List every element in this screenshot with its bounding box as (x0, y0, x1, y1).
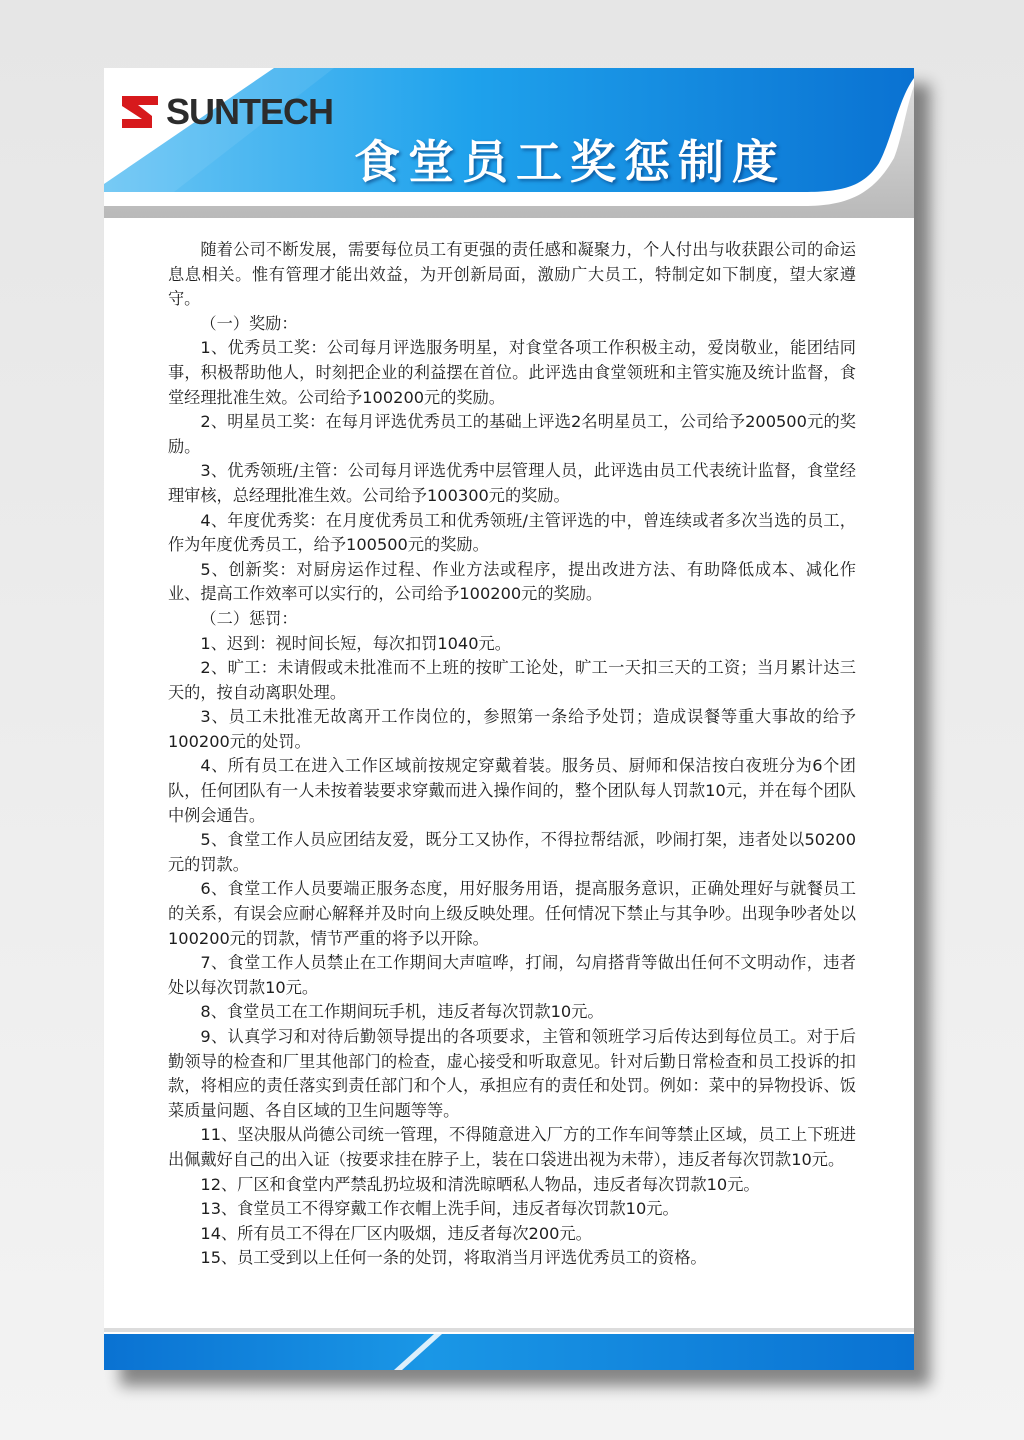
logo-mark-icon (118, 92, 162, 132)
rule-paragraph: 12、厂区和食堂内严禁乱扔垃圾和清洗晾晒私人物品，违反者每次罚款10元。 (200, 1174, 760, 1194)
logo-text: SUNTECH (166, 91, 334, 132)
rule-paragraph: 1、迟到：视时间长短，每次扣罚1040元。 (200, 633, 511, 653)
rule-paragraph: 4、年度优秀奖：在月度优秀员工和优秀领班/主管评选的中，曾连续或者多次当选的员工，作为年度优秀员工，给予100500元的奖励。 (168, 510, 856, 555)
rule-paragraph: 3、优秀领班/主管：公司每月评选优秀中层管理人员，此评选由员工代表统计监督，食堂经理审核，总经理批准生效。公司给予100300元的奖励。 (168, 461, 856, 505)
rule-paragraph: （一）奖励： (200, 313, 298, 333)
rules-body (168, 238, 856, 1271)
rule-paragraph: 1、优秀员工奖：公司每月评选服务明星，对食堂各项工作积极主动，爱岗敬业，能团结同事，积极帮助他人，时刻把企业的利益摆在首位。此评选由食堂领班和主管实施及统计监督，食堂经理批准生效。公司给予100200元的奖励。 (168, 338, 856, 407)
page-title: 食堂员工奖惩制度 (354, 135, 786, 189)
rule-paragraph: 7、食堂工作人员禁止在工作期间大声喧哗，打闹，勾肩搭背等做出任何不文明动作，违者处以每次罚款10元。 (168, 953, 856, 997)
notice-board (104, 68, 914, 1370)
rule-paragraph: 5、食堂工作人员应团结友爱，既分工又协作，不得拉帮结派，吵闹打架，违者处以50200元的罚款。 (168, 830, 856, 874)
rule-paragraph: 8、食堂员工在工作期间玩手机，违反者每次罚款10元。 (200, 1002, 604, 1022)
rule-paragraph: 11、坚决服从尚德公司统一管理，不得随意进入厂方的工作车间等禁止区域，员工上下班进出佩戴好自己的出入证（按要求挂在脖子上，装在口袋进出视为未带），违反者每次罚款10元。 (168, 1125, 856, 1169)
rule-paragraph: 9、认真学习和对待后勤领导提出的各项要求，主管和领班学习后传达到每位员工。对于后勤领导的检查和厂里其他部门的检查，虚心接受和听取意见。针对后勤日常检查和员工投诉的扣款，将相应的责任落实到责任部门和个人，承担应有的责任和处罚。例如：菜中的异物投诉、饭菜质量问题、各自区域的卫生问题等等。 (168, 1027, 856, 1120)
rule-paragraph: 3、员工未批准无故离开工作岗位的，参照第一条给予处罚；造成误餐等重大事故的给予100200元的处罚。 (168, 707, 856, 751)
rule-paragraph: 14、所有员工不得在厂区内吸烟，违反者每次200元。 (200, 1223, 592, 1243)
footer-banner (104, 1320, 914, 1370)
rule-paragraph: 2、明星员工奖：在每月评选优秀员工的基础上评选2名明星员工，公司给予200500元的奖励。 (168, 412, 856, 456)
rule-paragraph: 随着公司不断发展，需要每位员工有更强的责任感和凝聚力，个人付出与收获跟公司的命运息息相关。惟有管理才能出效益，为开创新局面，激励广大员工，特制定如下制度，望大家遵守。 (168, 240, 856, 309)
rule-paragraph: 6、食堂工作人员要端正服务态度，用好服务用语，提高服务意识，正确处理好与就餐员工的关系，有误会应耐心解释并及时向上级反映处理。任何情况下禁止与其争吵。出现争吵者处以100200元的罚款，情节严重的将予以开除。 (168, 879, 856, 948)
rule-paragraph: （二）惩罚： (200, 608, 298, 628)
rule-paragraph: 15、员工受到以上任何一条的处罚，将取消当月评选优秀员工的资格。 (200, 1248, 707, 1268)
rule-paragraph: 5、创新奖：对厨房运作过程、作业方法或程序，提出改进方法、有助降低成本、减化作业、提高工作效率可以实行的，公司给予100200元的奖励。 (168, 559, 856, 604)
rule-paragraph: 4、所有员工在进入工作区域前按规定穿戴着装。服务员、厨师和保洁按白夜班分为6个团队，任何团队有一人未按着装要求穿戴而进入操作间的，整个团队每人罚款10元，并在每个团队中例会通告。 (168, 756, 856, 825)
rule-paragraph: 13、食堂员工不得穿戴工作衣帽上洗手间，违反者每次罚款10元。 (200, 1199, 679, 1219)
company-logo (118, 90, 333, 134)
rule-paragraph: 2、旷工：未请假或未批准而不上班的按旷工论处，旷工一天扣三天的工资；当月累计达三天的，按自动离职处理。 (168, 658, 856, 702)
